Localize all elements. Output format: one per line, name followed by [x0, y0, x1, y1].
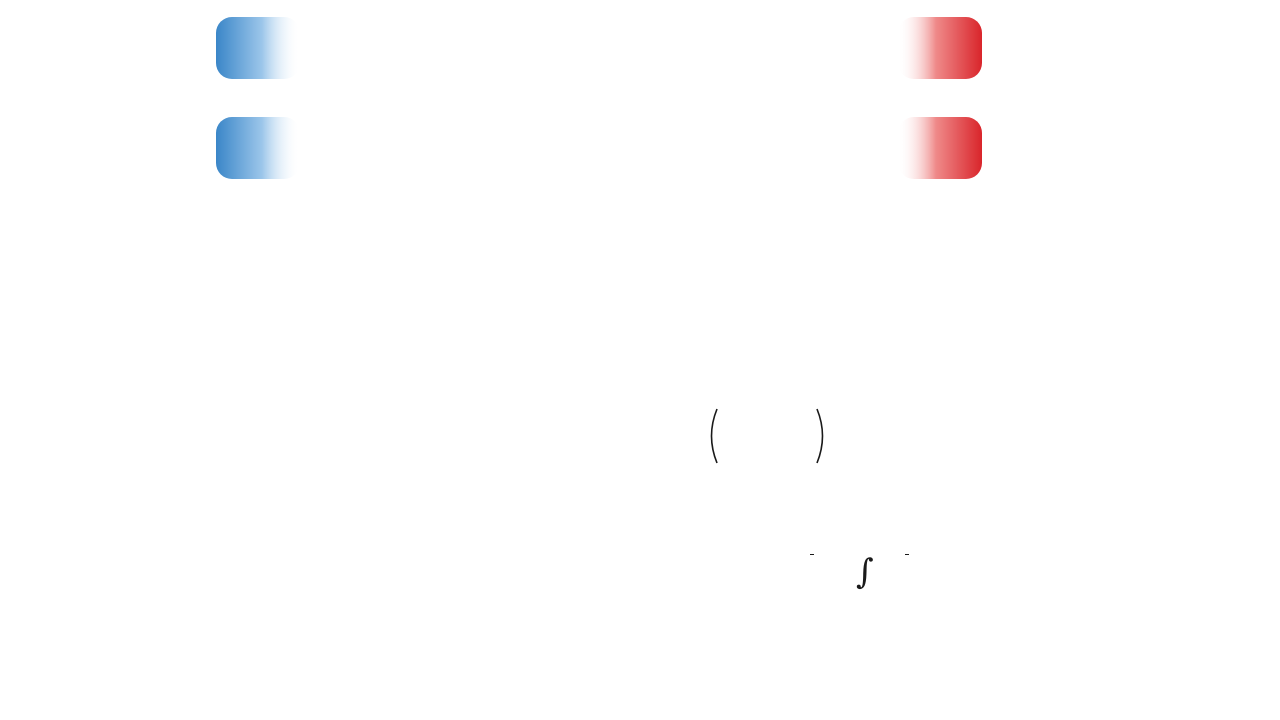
right-edge-shade-top — [898, 17, 982, 79]
left-edge-shade-top — [216, 17, 300, 79]
equation-1-39 — [637, 405, 1248, 467]
matrix-left-paren — [705, 407, 719, 465]
derivative-fraction — [905, 554, 909, 555]
figure-caption — [215, 198, 981, 221]
ssh-chain-figure — [0, 0, 1000, 190]
right-edge-shade-bottom — [898, 117, 982, 179]
matrix-right-paren — [815, 407, 829, 465]
eq140-prefactor — [810, 554, 814, 555]
equation-1-40 — [770, 552, 1248, 610]
winding-number-diagram — [0, 360, 520, 660]
left-edge-shade-bottom — [216, 117, 300, 179]
integral-sign: ∫ — [856, 552, 874, 592]
